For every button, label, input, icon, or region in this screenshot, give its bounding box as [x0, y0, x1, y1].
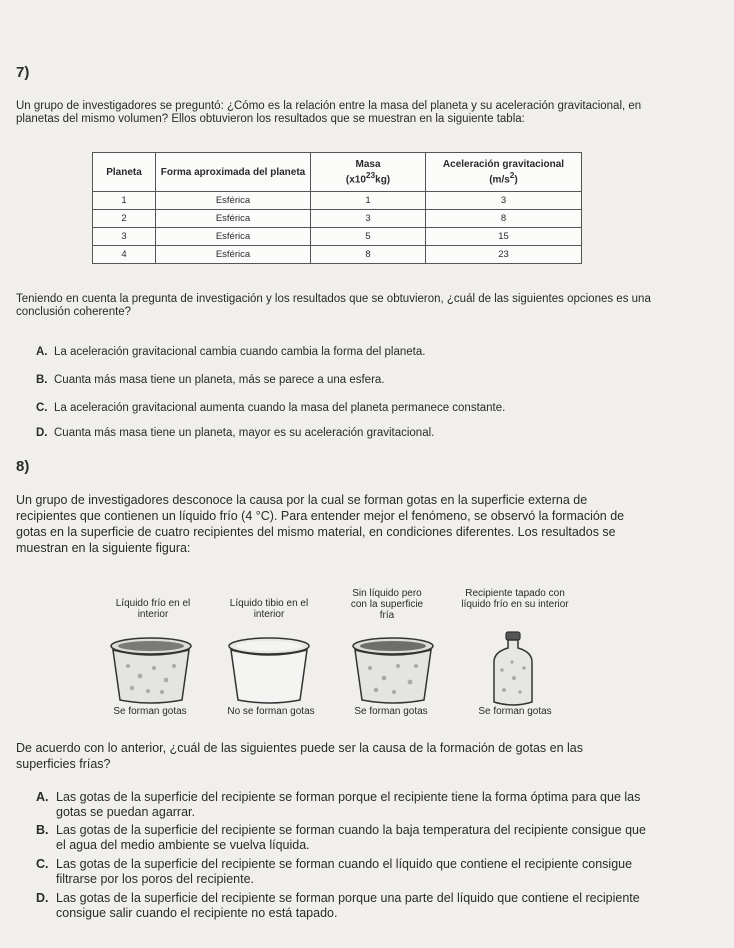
- q8-option-c[interactable]: C. Las gotas de la superficie del recipiente se forman cuando el líquido que contiene el recipiente consigue filtrarse por los poros del recipiente.: [36, 857, 633, 886]
- q8-option-d[interactable]: D. Las gotas de la superficie del recipiente se forman porque una parte del líquido que contiene el recipiente consigue salir cuando el recipiente no está tapado.: [36, 891, 640, 920]
- container-cold-empty-icon: [350, 636, 436, 706]
- header-forma: Forma aproximada del planeta: [156, 153, 311, 192]
- header-masa: Masa $(x10^{23}kg)$: [311, 153, 426, 192]
- header-aceleracion: Aceleración gravitacional $(m/s^2)$: [426, 153, 582, 192]
- figure-label-1: Líquido frío en el interior: [115, 598, 191, 620]
- container-warm-liquid-icon: [226, 636, 312, 706]
- results-table: [92, 152, 582, 264]
- container-cold-liquid-icon: [108, 636, 194, 706]
- q8-option-b[interactable]: B. Las gotas de la superficie del recipiente se forman cuando la baja temperatura del recipiente consigue que el agua del medio ambiente se vuelva líquida.: [36, 823, 646, 852]
- question-7-intro: Un grupo de investigadores se preguntó: ¿Cómo es la relación entre la masa del planeta y su aceleración gravitacional, en planetas del mismo volumen? Ellos obtuvieron los resultados que se muestran en la siguiente tabla:: [16, 100, 642, 125]
- figure-label-2: Líquido tibio en el interior: [229, 598, 309, 620]
- table-row: 3 Esférica 5 15: [93, 228, 582, 246]
- table-row: 1 Esférica 1 3: [93, 192, 582, 210]
- q7-option-b[interactable]: B. Cuanta más masa tiene un planeta, más se parece a una esfera.: [36, 374, 385, 386]
- q7-option-d[interactable]: D. Cuanta más masa tiene un planeta, mayor es su aceleración gravitacional.: [36, 427, 435, 439]
- table-row: 2 Esférica 3 8: [93, 210, 582, 228]
- table-header-row: [93, 153, 582, 192]
- q7-option-c[interactable]: C. La aceleración gravitacional aumenta cuando la masa del planeta permanece constante.: [36, 402, 506, 414]
- q7-option-a[interactable]: A. La aceleración gravitacional cambia cuando cambia la forma del planeta.: [36, 346, 426, 358]
- figure-label-3: Sin líquido pero con la superficie fría: [350, 588, 424, 621]
- figure-caption-3: Se forman gotas: [354, 706, 428, 717]
- q8-option-a[interactable]: A. Las gotas de la superficie del recipiente se forman porque el recipiente tiene la forma óptima para que las gotas se puedan agarrar.: [36, 790, 641, 819]
- figure-caption-2: No se forman gotas: [227, 706, 315, 717]
- question-8-prompt: De acuerdo con lo anterior, ¿cuál de las siguientes puede ser la causa de la formación de gotas en las superficies frías?: [16, 741, 584, 771]
- figure-caption-4: Se forman gotas: [478, 706, 552, 717]
- question-7-prompt: Teniendo en cuenta la pregunta de investigación y los resultados que se obtuvieron, ¿cuál de las siguientes opciones es una conclusión coherente?: [16, 293, 651, 318]
- table-row: 4 Esférica 8 23: [93, 246, 582, 264]
- figure-caption-1: Se forman gotas: [113, 706, 187, 717]
- header-planeta: Planeta: [93, 153, 156, 192]
- figure-label-4: Recipiente tapado con líquido frío en su interior: [461, 588, 569, 610]
- capped-bottle-icon: [488, 630, 538, 710]
- question-8-number: 8): [16, 458, 30, 475]
- question-7-number: 7): [16, 64, 30, 81]
- question-8-intro: Un grupo de investigadores desconoce la causa por la cual se forman gotas en la superficie externa de recipientes que contienen un líquido frío (4 °C). Para entender mejor el fenómeno, se observó la formación de gotas en la superficie de cuatro recipientes del mismo material, en condiciones diferentes. Los resultados se muestran en la siguiente figura:: [16, 493, 625, 555]
